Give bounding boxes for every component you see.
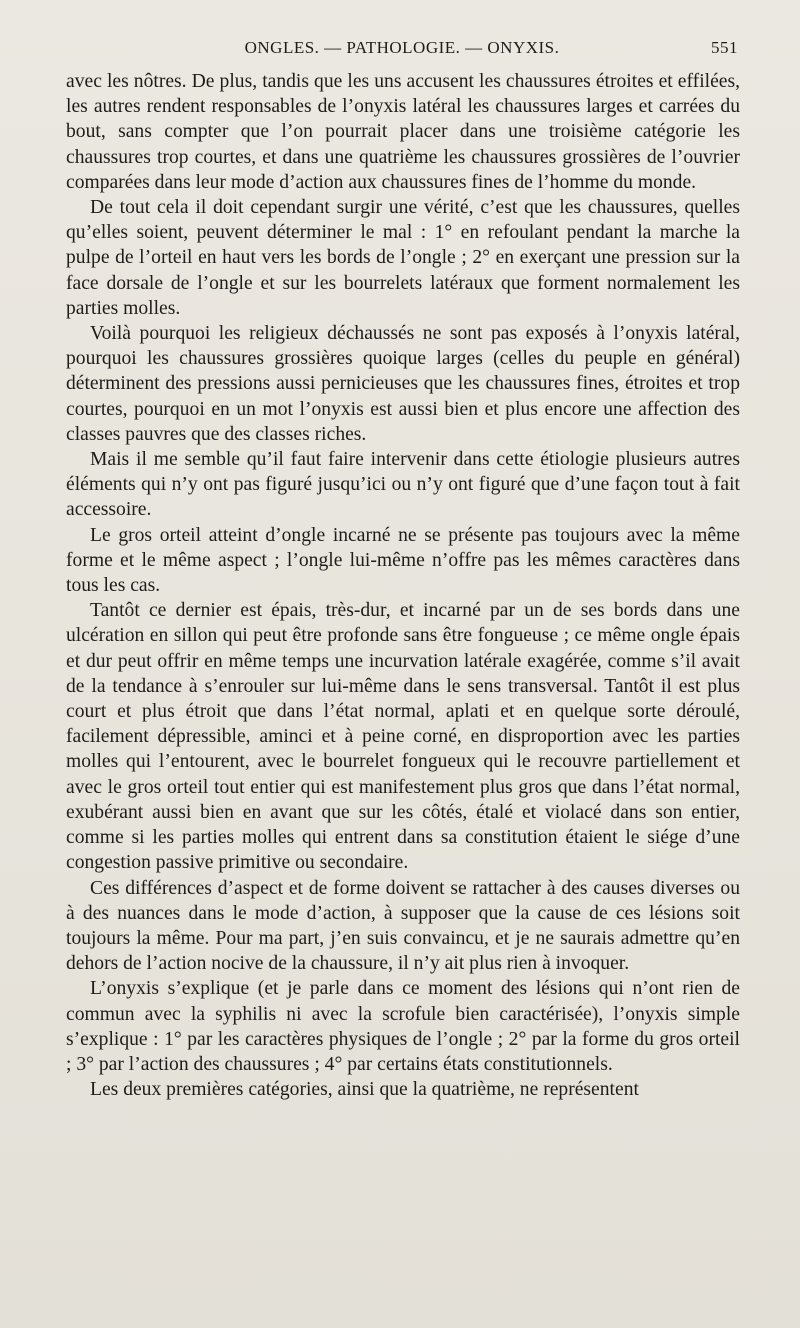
paragraph-8: L’onyxis s’explique (et je parle dans ce moment des lésions qui n’ont rien de commun avec la syphilis ni avec la scrofule bien caractérisée), l’onyxis simple s’explique : 1° par les caractères physiques de l’ongle ; 2° par la forme du gros orteil ; 3° par l’action des chaussures ; 4° par certains états constitutionnels. bbox=[66, 978, 740, 1075]
body-text bbox=[66, 69, 740, 1102]
paragraph-1: avec les nôtres. De plus, tandis que les uns accusent les chaussures étroites et effilées, les autres rendent responsables de l’onyxis latéral les chaussures larges et carrées du bout, sans compter que l’on pourrait placer dans une troisième catégorie les chaussures trop courtes, et dans une quatrième les chaussures grossières de l’ouvrier comparées dans leur mode d’action aux chaussures fines de l’homme du monde. bbox=[66, 71, 740, 193]
paragraph-6: Tantôt ce dernier est épais, très-dur, et incarné par un de ses bords dans une ulcération en sillon qui peut être profonde sans être fongueuse ; ce même ongle épais et dur peut offrir en même temps une incurvation latérale exagérée, comme s’il avait de la tendance à s’enrouler sur lui-même dans le sens transversal. Tantôt il est plus court et plus étroit que dans l’état normal, aplati et en quelque sorte déroulé, facilement dépressible, aminci et à peine corné, en disproportion avec les parties molles qui l’entourent, avec le bourrelet fongueux qui le recouvre partiellement et avec le gros orteil tout entier qui est manifestement plus gros que dans l’état normal, exubérant aussi bien en avant que sur les côtés, étalé et violacé dans son entier, comme si les parties molles qui entrent dans sa constitution étaient le siége d’une congestion passive primitive ou secondaire. bbox=[66, 600, 740, 874]
paragraph-2: De tout cela il doit cependant surgir une vérité, c’est que les chaussures, quelles qu’elles soient, peuvent déterminer le mal : 1° en refoulant pendant la marche la pulpe de l’orteil en haut vers les bords de l’ongle ; 2° en exerçant une pression sur la face dorsale de l’ongle et sur les bourrelets latéraux que forment normalement les parties molles. bbox=[66, 197, 740, 319]
paragraph-5: Le gros orteil atteint d’ongle incarné ne se présente pas toujours avec la même forme et le même aspect ; l’ongle lui-même n’offre pas les mêmes caractères dans tous les cas. bbox=[66, 524, 740, 597]
paragraph-9: Les deux premières catégories, ainsi que la quatrième, ne représentent bbox=[90, 1079, 639, 1101]
paragraph-3: Voilà pourquoi les religieux déchaussés ne sont pas exposés à l’onyxis latéral, pourquoi les chaussures grossières quoique larges (celles du peuple en général) déterminent des pressions aussi pernicieuses que les chaussures fines, étroites et trop courtes, pourquoi en un mot l’onyxis est aussi bien et plus encore une affection des classes pauvres que des classes riches. bbox=[66, 323, 740, 445]
running-head bbox=[66, 38, 738, 62]
running-head-title: ONGLES. — PATHOLOGIE. — ONYXIS. bbox=[244, 38, 560, 57]
paragraph-7: Ces différences d’aspect et de forme doivent se rattacher à des causes diverses ou à des nuances dans le mode d’action, à supposer que la cause de ces lésions soit toujours la même. Pour ma part, j’en suis convaincu, et je ne saurais admettre qu’en dehors de l’action nocive de la chaussure, il n’y ait plus rien à invoquer. bbox=[66, 877, 740, 975]
page-number: 551 bbox=[711, 38, 738, 57]
paragraph-4: Mais il me semble qu’il faut faire intervenir dans cette étiologie plusieurs autres éléments qui n’y ont pas figuré jusqu’ici ou n’y ont figuré que d’une façon tout à fait accessoire. bbox=[66, 449, 740, 521]
